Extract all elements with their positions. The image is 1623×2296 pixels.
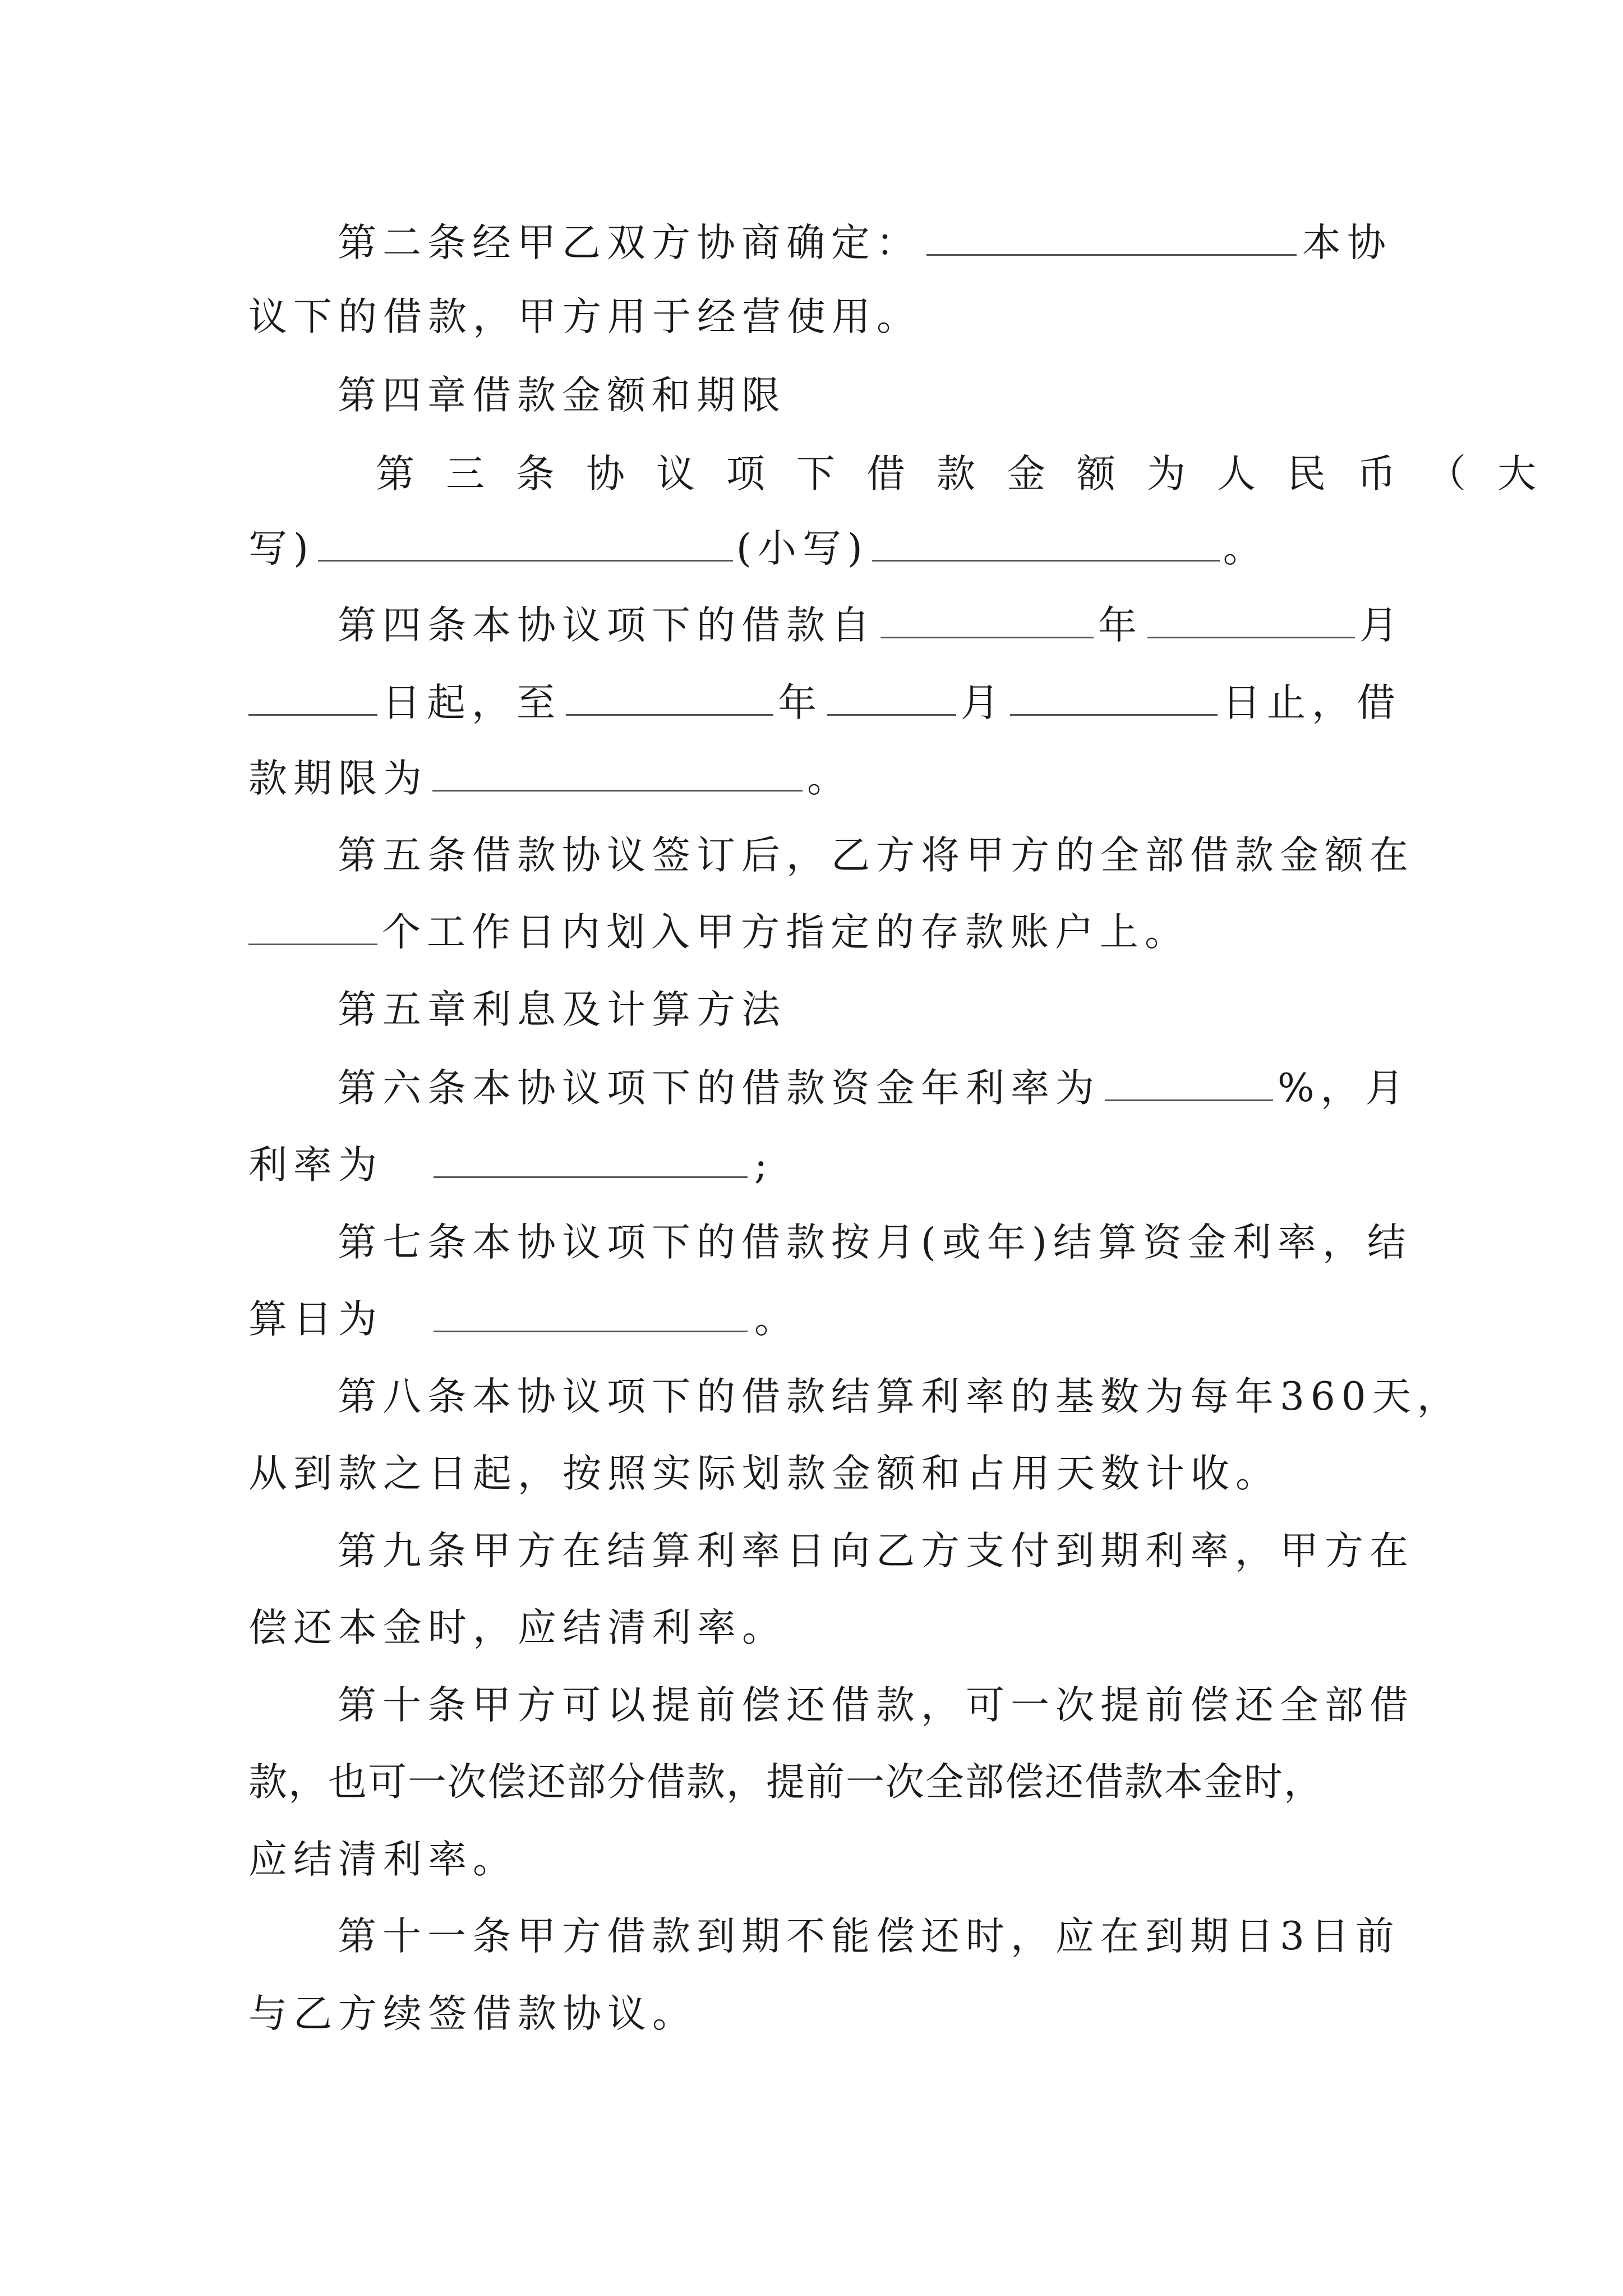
blank-underline bbox=[248, 714, 377, 716]
article-6-semicolon: ; bbox=[754, 1143, 774, 1188]
article-8-text-2: 从到款之日起，按照实际划款金额和占用天数计收。 bbox=[248, 1451, 1280, 1496]
article-3-text: 第三条协议项下借款金额为人民币（大 bbox=[376, 452, 1567, 496]
article-3-text-xiaoxie: (小写) bbox=[736, 526, 869, 571]
article-4-term-label: 款期限为 bbox=[248, 756, 428, 801]
article-9-text-2: 偿还本金时，应结清利率。 bbox=[248, 1605, 787, 1650]
article-4-text: 第四条本协议项下的借款自 bbox=[338, 603, 876, 648]
article-7-line-1 bbox=[338, 1214, 1412, 1271]
chapter-4-heading bbox=[338, 367, 786, 424]
article-9-line-2 bbox=[248, 1600, 787, 1656]
article-4-month: 月 bbox=[1359, 603, 1404, 648]
article-4-start-day: 日起，至 bbox=[382, 680, 561, 725]
article-2-text-end: 本协 bbox=[1302, 220, 1392, 265]
article-11-text-2: 与乙方续签借款协议。 bbox=[248, 1991, 697, 2036]
article-11-line-1 bbox=[338, 1908, 1400, 1964]
article-7-end: 。 bbox=[754, 1297, 799, 1342]
blank-underline bbox=[1105, 1099, 1273, 1101]
article-2-line-2 bbox=[248, 289, 921, 345]
blank-underline bbox=[432, 789, 803, 792]
article-6-line-1 bbox=[338, 1060, 1410, 1116]
chapter-4-title: 第四章借款金额和期限 bbox=[338, 373, 786, 418]
blank-underline bbox=[872, 559, 1220, 562]
article-10-line-1 bbox=[338, 1677, 1414, 1733]
article-8-line-2 bbox=[248, 1446, 1280, 1502]
article-10-text: 第十条甲方可以提前偿还借款，可一次提前偿还全部借 bbox=[338, 1683, 1414, 1728]
blank-underline bbox=[566, 714, 773, 716]
blank-underline bbox=[434, 1330, 748, 1332]
article-6-line-2 bbox=[248, 1137, 773, 1193]
article-6-text: 第六条本协议项下的借款资金年利率为 bbox=[338, 1066, 1100, 1111]
article-5-line-2 bbox=[248, 904, 1189, 960]
article-4-end-day: 日止，借 bbox=[1222, 680, 1401, 725]
article-10-text-3: 应结清利率。 bbox=[248, 1837, 518, 1882]
article-6-monthly-label: 利率为 bbox=[248, 1143, 383, 1188]
article-5-line-1 bbox=[338, 827, 1414, 884]
article-10-text-2: 款，也可一次偿还部分借款，提前一次全部偿还借款本金时， bbox=[248, 1760, 1324, 1805]
article-7-settle-label: 算日为 bbox=[248, 1297, 383, 1342]
article-3-line-2 bbox=[248, 521, 1268, 577]
article-5-text: 第五条借款协议签订后，乙方将甲方的全部借款金额在 bbox=[338, 833, 1414, 878]
blank-underline bbox=[1147, 636, 1355, 638]
article-4-year: 年 bbox=[1098, 603, 1143, 648]
article-3-text-daxie: 写) bbox=[248, 526, 315, 571]
article-4-line-3 bbox=[248, 751, 852, 807]
article-8-text: 第八条本协议项下的借款结算利率的基数为每年360天， bbox=[338, 1374, 1462, 1419]
article-4-term-end: 。 bbox=[807, 756, 852, 801]
blank-underline bbox=[827, 714, 956, 716]
article-2-text: 第二条经甲乙双方协商确定： bbox=[338, 220, 921, 265]
article-11-text: 第十一条甲方借款到期不能偿还时，应在到期日3日前 bbox=[338, 1914, 1400, 1959]
blank-underline bbox=[318, 559, 733, 562]
article-3-text-end: 。 bbox=[1223, 526, 1268, 571]
article-8-line-1 bbox=[338, 1369, 1462, 1425]
blank-underline bbox=[1010, 714, 1218, 716]
article-4-end-year: 年 bbox=[778, 680, 823, 725]
article-10-line-2 bbox=[248, 1754, 1324, 1810]
article-9-text: 第九条甲方在结算利率日向乙方支付到期利率，甲方在 bbox=[338, 1529, 1414, 1573]
blank-underline bbox=[434, 1176, 748, 1178]
article-2-text-2: 议下的借款，甲方用于经营使用。 bbox=[248, 295, 921, 339]
chapter-5-heading bbox=[338, 982, 786, 1038]
article-4-line-1 bbox=[338, 597, 1404, 654]
article-6-text-end: %，月 bbox=[1278, 1066, 1410, 1111]
article-4-line-2 bbox=[248, 675, 1401, 731]
blank-underline bbox=[880, 636, 1094, 638]
article-2-line-1 bbox=[338, 215, 1392, 271]
blank-underline bbox=[926, 254, 1297, 256]
article-5-text-2: 个工作日内划入甲方指定的存款账户上。 bbox=[382, 910, 1189, 955]
article-10-line-3 bbox=[248, 1832, 518, 1888]
blank-underline bbox=[248, 943, 377, 945]
article-7-line-2 bbox=[248, 1291, 799, 1347]
article-3-line-1 bbox=[376, 446, 1567, 502]
article-11-line-2 bbox=[248, 1986, 697, 2042]
article-9-line-1 bbox=[338, 1523, 1414, 1579]
article-7-text: 第七条本协议项下的借款按月(或年)结算资金利率，结 bbox=[338, 1220, 1412, 1265]
chapter-5-title: 第五章利息及计算方法 bbox=[338, 987, 786, 1032]
article-4-end-month: 月 bbox=[961, 680, 1006, 725]
